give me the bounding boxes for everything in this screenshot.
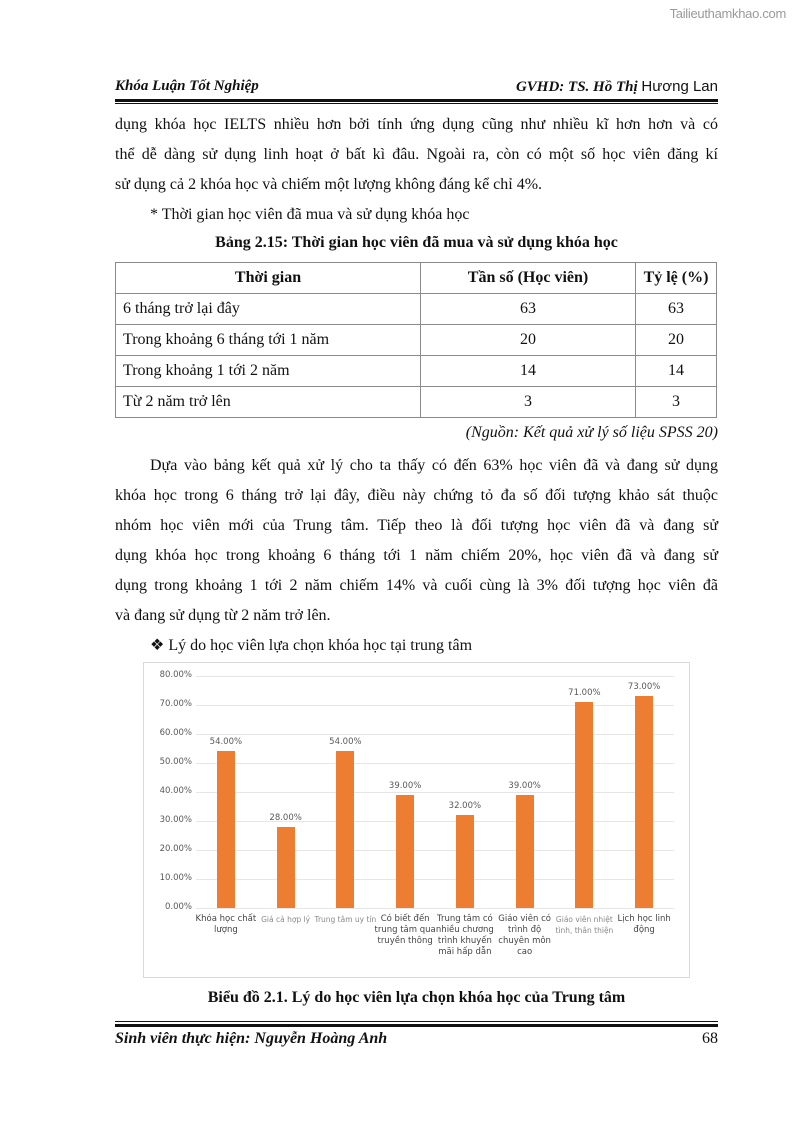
column-header: Tần số (Học viên) xyxy=(421,263,636,294)
x-axis-category-label: Giá cả hợp lý xyxy=(261,915,311,924)
paragraph-line: dụng khóa học IELTS nhiều hơn bởi tính ứng dụng cũng như nhiều kĩ hơn hơn và có xyxy=(115,116,718,133)
footer-student-name: Sinh viên thực hiện: Nguyễn Hoàng Anh xyxy=(115,1030,388,1047)
column-header: Tỷ lệ (%) xyxy=(636,263,717,294)
watermark: Tailieuthamkhao.com xyxy=(669,6,786,21)
bar-data-label: 28.00% xyxy=(269,812,302,823)
y-axis-tick-label: 80.00% xyxy=(159,670,192,680)
y-axis-tick-label: 40.00% xyxy=(159,786,192,796)
table-row xyxy=(116,325,717,356)
bar xyxy=(217,751,235,908)
x-axis-category-label: Giáo viên có trình độ chuyên môn cao xyxy=(498,914,551,957)
y-axis-tick-label: 60.00% xyxy=(159,728,192,738)
x-axis-category-label: Lịch học linh động xyxy=(617,914,671,935)
table-cell: 3 xyxy=(421,387,636,418)
bar-data-label: 54.00% xyxy=(209,737,243,748)
y-axis-tick-label: 10.00% xyxy=(159,873,192,883)
bar xyxy=(277,827,295,908)
gridline xyxy=(196,763,674,764)
reasons-bar-chart xyxy=(143,662,690,978)
gridline xyxy=(196,879,674,880)
x-axis-category-label: Trung tâm uy tín xyxy=(314,915,377,924)
gridline xyxy=(196,850,674,851)
table-caption: Bảng 2.15: Thời gian học viên đã mua và sử dụng khóa học xyxy=(215,234,618,251)
paragraph-line: sử dụng cả 2 khóa học và chiếm một lượng không đáng kể chỉ 4%. xyxy=(115,176,543,193)
subheading-time xyxy=(115,200,718,230)
header-rule-thick xyxy=(115,99,718,102)
subheading-text: ❖ Lý do học viên lựa chọn khóa học tại trung tâm xyxy=(150,637,473,654)
table-row xyxy=(116,356,717,387)
bar xyxy=(516,795,534,908)
bar-data-label: 54.00% xyxy=(329,737,362,748)
table-cell: 14 xyxy=(636,356,717,387)
table-cell: 3 xyxy=(636,387,717,418)
paragraph-line: và đang sử dụng từ 2 năm trở lên. xyxy=(115,607,331,624)
bar-data-label: 32.00% xyxy=(448,801,482,812)
bar-data-label: 71.00% xyxy=(568,688,601,699)
gridline xyxy=(196,734,674,735)
bar-data-label: 39.00% xyxy=(388,780,422,791)
table-cell: 20 xyxy=(636,325,717,356)
header-rule-thin xyxy=(115,103,718,104)
header-advisor-label: GVHD: TS. Hồ Thị xyxy=(515,79,638,95)
chart-caption: Biểu đồ 2.1. Lý do học viên lựa chọn khóa học của Trung tâm xyxy=(207,989,626,1006)
header-advisor xyxy=(516,78,718,96)
page-number: 68 xyxy=(702,1030,718,1047)
y-axis-tick-label: 0.00% xyxy=(164,902,192,912)
gridline xyxy=(196,705,674,706)
x-axis-category-label: Giáo viên nhiệt tình, thân thiện xyxy=(555,915,614,935)
table-cell: Trong khoảng 1 tới 2 năm xyxy=(116,356,421,387)
header-advisor-name: Hương Lan xyxy=(641,78,718,95)
table-header-row xyxy=(116,263,717,294)
x-axis-category-label: Khóa học chất lượng xyxy=(195,914,257,935)
bar xyxy=(396,795,414,908)
bar xyxy=(575,702,593,908)
y-axis-tick-label: 70.00% xyxy=(159,699,192,709)
column-header: Thời gian xyxy=(116,263,421,294)
table-cell: 6 tháng trở lại đây xyxy=(116,294,421,325)
paragraph-line: thể dễ dàng sử dụng linh hoạt ở bất kì đâu. Ngoài ra, còn có một số học viên đăng kí xyxy=(115,146,718,163)
bar-data-label: 39.00% xyxy=(508,780,541,791)
paragraph-line: nhóm học viên mới của Trung tâm. Tiếp theo là đối tượng học viên đã và đang sử xyxy=(115,517,718,534)
usage-time-table xyxy=(115,262,717,418)
subheading-reason xyxy=(115,631,718,661)
subheading-text: * Thời gian học viên đã mua và sử dụng khóa học xyxy=(150,206,470,223)
table-cell: 63 xyxy=(421,294,636,325)
footer-rule-thin xyxy=(115,1021,718,1022)
footer-rule-thick xyxy=(115,1024,718,1027)
bar xyxy=(635,696,653,908)
bar-data-label: 73.00% xyxy=(627,682,661,693)
x-axis-category-label: Trung tâm có nhiều chương trình khuyến mãi hấp dẫn xyxy=(435,914,494,957)
x-axis-category-label: Có biết đến trung tâm qua truyền thông xyxy=(374,914,436,946)
table-cell: Trong khoảng 6 tháng tới 1 năm xyxy=(116,325,421,356)
page-header xyxy=(115,78,718,100)
y-axis-tick-label: 30.00% xyxy=(159,815,192,825)
bar xyxy=(336,751,354,908)
header-thesis-title: Khóa Luận Tốt Nghiệp xyxy=(115,78,259,94)
table-cell: 14 xyxy=(421,356,636,387)
analysis-paragraph xyxy=(115,451,718,631)
paragraph-line: khóa học trong 6 tháng trở lại đây, điều này chứng tỏ đa số đối tượng khảo sát thuộc xyxy=(115,487,718,504)
table-cell: 63 xyxy=(636,294,717,325)
intro-paragraph xyxy=(115,110,718,200)
gridline xyxy=(196,792,674,793)
table-source-note: (Nguồn: Kết quả xử lý số liệu SPSS 20) xyxy=(465,424,718,441)
paragraph-line: Dựa vào bảng kết quả xử lý cho ta thấy có đến 63% học viên đã và đang sử dụng xyxy=(150,457,718,474)
table-cell: 20 xyxy=(421,325,636,356)
y-axis-tick-label: 50.00% xyxy=(159,757,192,767)
paragraph-line: dụng trong khoảng 1 tới 2 năm chiếm 14% và cuối cùng là 3% đối tượng học viên đã xyxy=(115,577,718,594)
gridline xyxy=(196,676,674,677)
table-row xyxy=(116,294,717,325)
y-axis-tick-label: 20.00% xyxy=(159,844,192,854)
gridline xyxy=(196,908,674,909)
table-row xyxy=(116,387,717,418)
bar xyxy=(456,815,474,908)
paragraph-line: dụng khóa học trong khoảng 6 tháng tới 1 năm chiếm 20%, học viên đã và đang sử xyxy=(115,547,718,564)
table-cell: Từ 2 năm trở lên xyxy=(116,387,421,418)
